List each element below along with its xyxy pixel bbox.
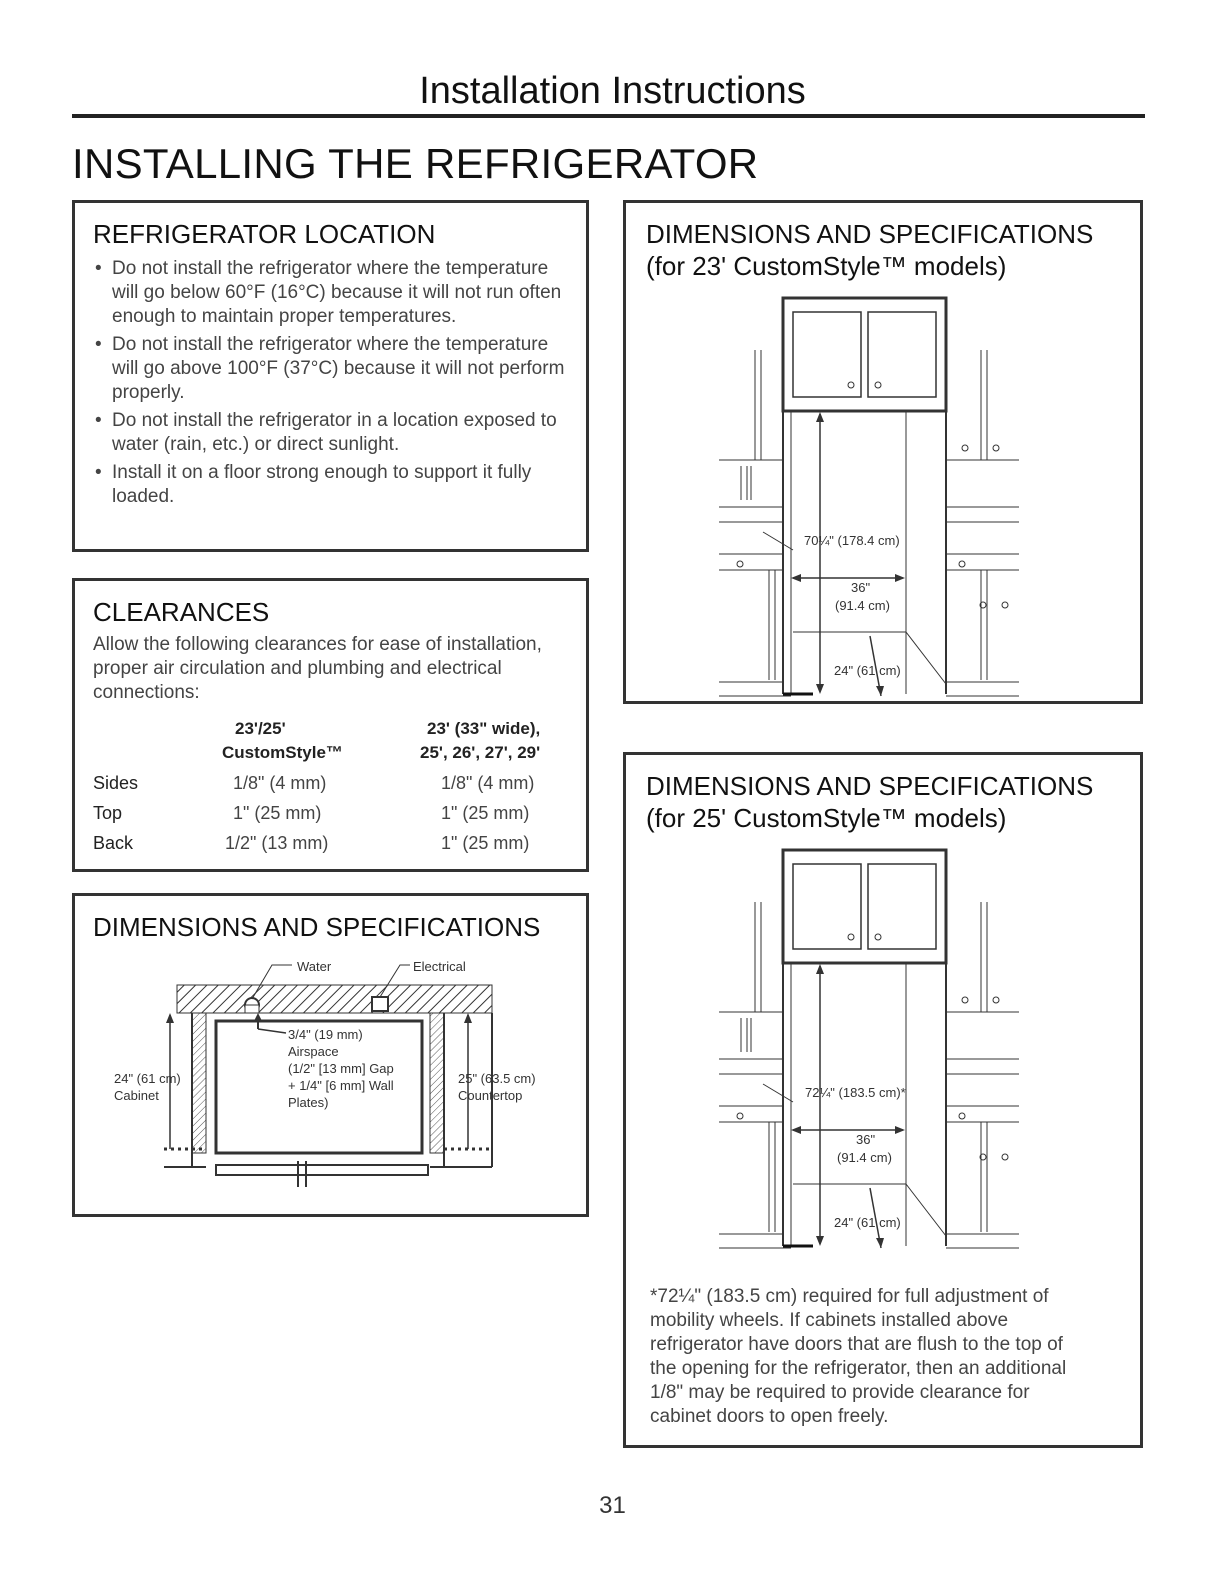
dimensions-general-box	[72, 893, 589, 1217]
dims-25-title-line2: (for 25' CustomStyle™ models)	[646, 803, 1007, 833]
location-bullets	[95, 257, 571, 513]
water-label: Water	[297, 959, 332, 974]
col1-header-line2: CustomStyle™	[222, 743, 343, 762]
width-metric-label: (91.4 cm)	[837, 1150, 892, 1165]
header-rule	[72, 114, 1145, 118]
height-label: 70¼" (178.4 cm)	[804, 533, 900, 548]
width-label: 36"	[851, 580, 871, 595]
width-label: 36"	[856, 1132, 876, 1147]
row-col2-value: 1" (25 mm)	[441, 803, 530, 823]
location-title: REFRIGERATOR LOCATION	[93, 219, 436, 249]
height-label: 72¼" (183.5 cm)*	[805, 1085, 906, 1100]
row-label: Sides	[93, 773, 139, 793]
dims-23-title-line1: DIMENSIONS AND SPECIFICATIONS	[646, 219, 1094, 249]
dims-25-footnote: *72¼" (183.5 cm) required for full adjustment of mobility wheels. If cabinets installed above refrigerator have doors that are flush to the top of the opening for the refrigerator, then an additional 1/8" may be required to provide clearance for cabinet doors to open freely.	[650, 1286, 1067, 1427]
row-col1-value: 1" (25 mm)	[233, 803, 322, 823]
row-col1-value: 1/8" (4 mm)	[233, 773, 327, 793]
depth-label: 24" (61 cm)	[834, 1215, 901, 1230]
refrigerator-23-diagram	[623, 200, 1143, 704]
row-col2-value: 1/8" (4 mm)	[441, 773, 535, 793]
depth-label: 24" (61 cm)	[834, 663, 901, 678]
col2-header-line2: 25', 26', 27', 29'	[420, 743, 541, 762]
refrigerator-25-diagram	[623, 752, 1143, 1272]
col1-header-line1: 23'/25'	[235, 719, 286, 738]
page-title: INSTALLING THE REFRIGERATOR	[72, 140, 759, 187]
dims-23-title-line2: (for 23' CustomStyle™ models)	[646, 251, 1007, 281]
countertop-label: Countertop	[458, 1088, 523, 1103]
clearances-box	[72, 578, 589, 872]
page-number: 31	[599, 1492, 626, 1519]
row-col2-value: 1" (25 mm)	[441, 833, 530, 853]
location-bullet: • Do not install the refrigerator where the temperature will go above 100°F (37°C) because it will not perform properly.	[95, 333, 571, 405]
dims-23-box	[623, 200, 1143, 704]
airspace-label: 3/4" (19 mm)	[288, 1027, 363, 1042]
row-label: Top	[93, 803, 123, 823]
row-col1-value: 1/2" (13 mm)	[225, 833, 329, 853]
airspace-label: (1/2" [13 mm] Gap	[288, 1061, 394, 1076]
airspace-label: + 1/4" [6 mm] Wall	[288, 1078, 394, 1093]
section-header: Installation Instructions	[419, 70, 806, 112]
installation-clearance-diagram	[72, 893, 589, 1217]
dimensions-general-title: DIMENSIONS AND SPECIFICATIONS	[93, 912, 541, 942]
airspace-label: Airspace	[288, 1044, 339, 1059]
countertop-label: 25" (63.5 cm)	[458, 1071, 536, 1086]
airspace-label: Plates)	[288, 1095, 329, 1110]
row-label: Back	[93, 833, 134, 853]
electrical-label: Electrical	[413, 959, 466, 974]
location-box	[72, 200, 589, 552]
cabinet-label: Cabinet	[114, 1088, 159, 1103]
dims-25-box	[623, 752, 1143, 1448]
cabinet-label: 24" (61 cm)	[114, 1071, 181, 1086]
location-bullet: • Do not install the refrigerator where the temperature will go below 60°F (16°C) because it will not run often enough to maintain proper temperatures.	[95, 257, 571, 329]
width-metric-label: (91.4 cm)	[835, 598, 890, 613]
clearances-intro: Allow the following clearances for ease of installation, proper air circulation and plumbing and electrical connections:	[93, 634, 542, 703]
clearances-title: CLEARANCES	[93, 597, 270, 627]
location-bullet: • Do not install the refrigerator in a location exposed to water (rain, etc.) or direct sunlight.	[95, 409, 571, 457]
location-bullet: • Install it on a floor strong enough to support it fully loaded.	[95, 461, 571, 509]
col2-header-line1: 23' (33" wide),	[427, 719, 541, 738]
dims-25-title-line1: DIMENSIONS AND SPECIFICATIONS	[646, 771, 1094, 801]
